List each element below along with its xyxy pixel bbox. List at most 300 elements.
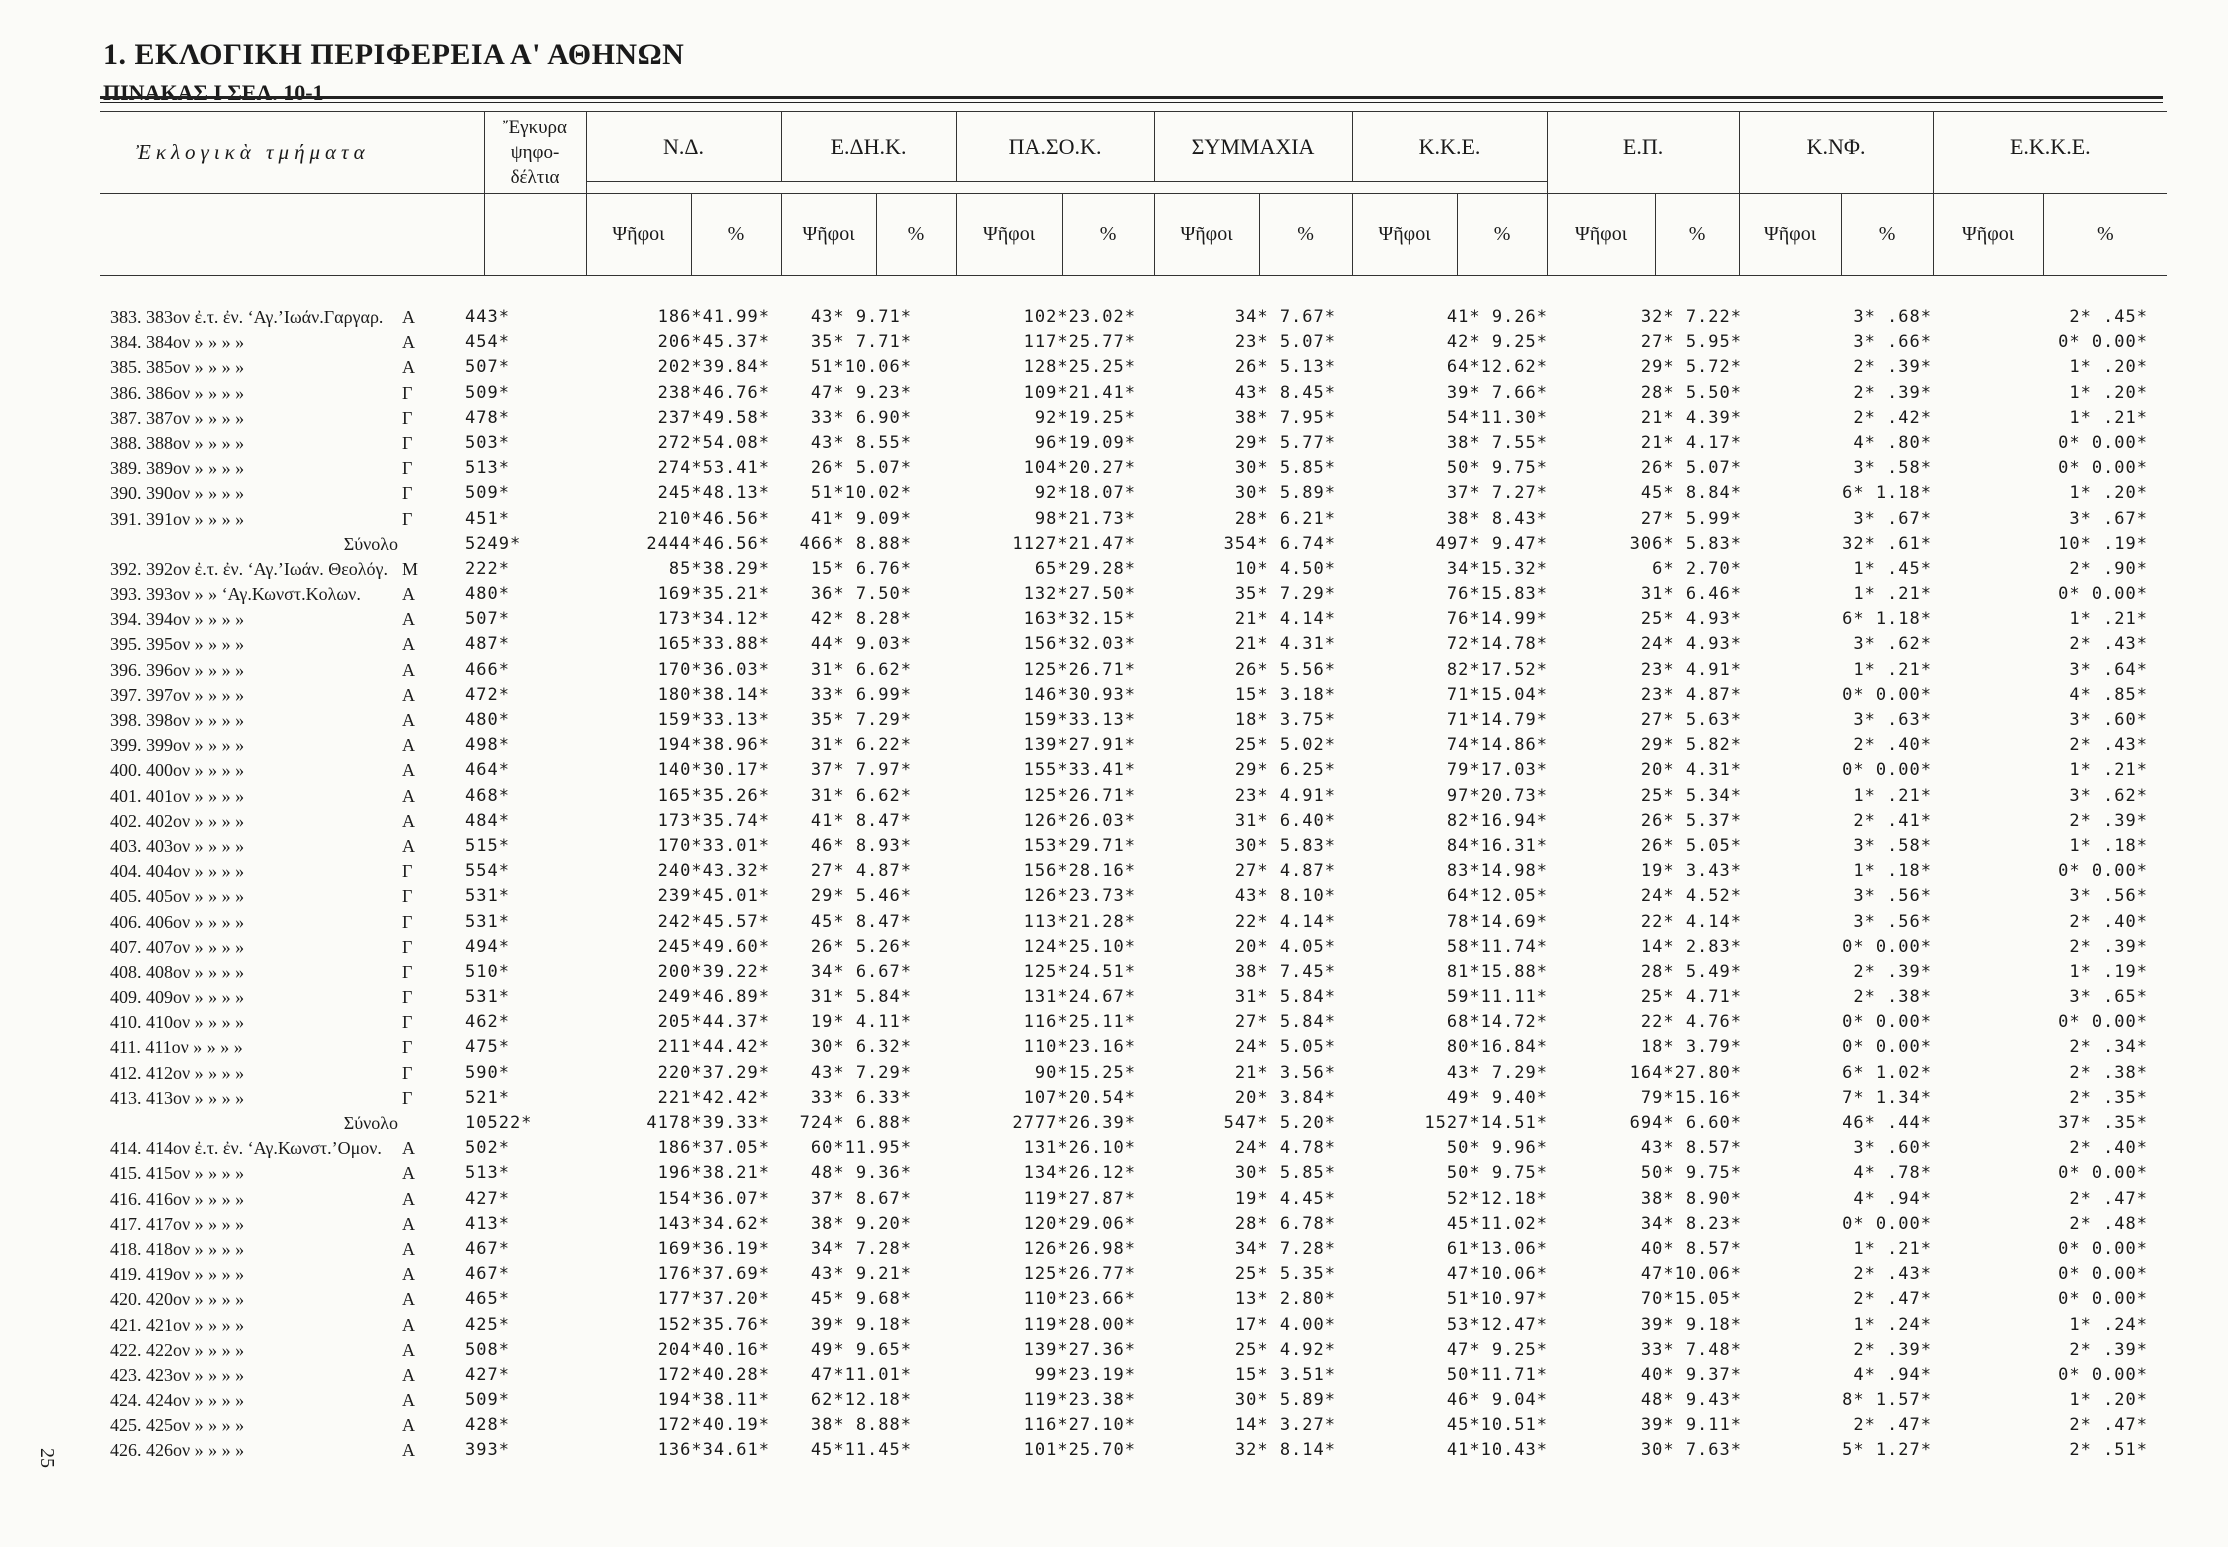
header-pct: % — [2043, 194, 2167, 276]
symmaxia-cell: 31* 6.40* — [1234, 810, 1336, 831]
knf-cell: 3* .60* — [1853, 1138, 1932, 1159]
table-row — [110, 507, 2170, 532]
pasok-cell: 120*29.06* — [1023, 1213, 1136, 1234]
section-name: 410. 410ον » » » » — [110, 1012, 245, 1033]
nd-cell: 239*45.01* — [657, 886, 770, 907]
header-party-edik: Ε.ΔΗ.Κ. — [781, 112, 956, 182]
header-party-nd: Ν.Δ. — [586, 112, 781, 182]
table-row — [110, 406, 2170, 431]
ep-cell: 26* 5.07* — [1640, 458, 1742, 479]
edik-cell: 37* 7.97* — [810, 760, 912, 781]
ep-cell: 26* 5.05* — [1640, 835, 1742, 856]
table-row — [110, 910, 2170, 935]
row-type-letter: Γ — [402, 458, 413, 479]
knf-cell: 2* .38* — [1853, 987, 1932, 1008]
row-type-letter: Α — [402, 735, 415, 756]
valid-ballots-cell: 507* — [465, 357, 510, 378]
ep-cell: 43* 8.57* — [1640, 1138, 1742, 1159]
symmaxia-cell: 28* 6.21* — [1234, 508, 1336, 529]
kke-cell: 41*10.43* — [1446, 1440, 1548, 1461]
kke-cell: 79*17.03* — [1446, 760, 1548, 781]
section-name: 394. 394ον » » » » — [110, 609, 245, 630]
pasok-cell: 128*25.25* — [1023, 357, 1136, 378]
nd-cell: 165*35.26* — [657, 785, 770, 806]
knf-cell: 2* .47* — [1853, 1289, 1932, 1310]
knf-cell: 3* .58* — [1853, 835, 1932, 856]
kke-cell: 72*14.78* — [1446, 634, 1548, 655]
ep-cell: 19* 3.43* — [1640, 861, 1742, 882]
ekke-cell: 3* .64* — [2069, 659, 2148, 680]
header-party-pasok: ΠΑ.ΣΟ.Κ. — [956, 112, 1154, 182]
nd-cell: 202*39.84* — [657, 357, 770, 378]
ekke-cell: 0* 0.00* — [2058, 584, 2148, 605]
kke-cell: 52*12.18* — [1446, 1188, 1548, 1209]
nd-cell: 4178*39.33* — [646, 1113, 770, 1133]
section-name: 416. 416ον » » » » — [110, 1188, 245, 1209]
symmaxia-cell: 19* 4.45* — [1234, 1188, 1336, 1209]
pasok-cell: 126*23.73* — [1023, 886, 1136, 907]
header-sections: Ἐκλογικὰ τμήματα — [100, 112, 484, 194]
ep-cell: 28* 5.50* — [1640, 382, 1742, 403]
row-type-letter: Α — [402, 1138, 415, 1159]
ekke-cell: 0* 0.00* — [2058, 432, 2148, 453]
row-type-letter: Α — [402, 307, 415, 327]
ep-cell: 40* 9.37* — [1640, 1364, 1742, 1385]
kke-cell: 97*20.73* — [1446, 785, 1548, 806]
pasok-cell: 139*27.91* — [1023, 735, 1136, 756]
ekke-cell: 2* .39* — [2069, 936, 2148, 957]
edik-cell: 62*12.18* — [810, 1390, 912, 1411]
symmaxia-cell: 27* 4.87* — [1234, 861, 1336, 882]
edik-cell: 35* 7.71* — [810, 332, 912, 353]
ep-cell: 25* 4.71* — [1640, 987, 1742, 1008]
results-table-body — [110, 305, 2170, 1464]
edik-cell: 45*11.45* — [810, 1440, 912, 1461]
kke-cell: 43* 7.29* — [1446, 1062, 1548, 1083]
valid-ballots-cell: 503* — [465, 432, 510, 453]
header-party-kke: Κ.Κ.Ε. — [1352, 112, 1547, 182]
ekke-cell: 0* 0.00* — [2058, 458, 2148, 479]
ep-cell: 164*27.80* — [1629, 1062, 1742, 1083]
ekke-cell: 2* .43* — [2069, 634, 2148, 655]
header-votes: Ψῆφοι — [1154, 194, 1259, 276]
nd-cell: 194*38.11* — [657, 1390, 770, 1411]
symmaxia-cell: 30* 5.85* — [1234, 458, 1336, 479]
table-row — [110, 1061, 2170, 1086]
ekke-cell: 2* .90* — [2069, 558, 2148, 579]
total-label: Σύνολο — [343, 533, 398, 554]
knf-cell: 1* .18* — [1853, 861, 1932, 882]
symmaxia-cell: 21* 4.14* — [1234, 609, 1336, 630]
valid-ballots-cell: 428* — [465, 1415, 510, 1436]
header-votes: Ψῆφοι — [1739, 194, 1841, 276]
knf-cell: 4* .80* — [1853, 432, 1932, 453]
ep-cell: 45* 8.84* — [1640, 483, 1742, 504]
ekke-cell: 3* .56* — [2069, 886, 2148, 907]
row-type-letter: Α — [402, 634, 415, 655]
symmaxia-cell: 29* 6.25* — [1234, 760, 1336, 781]
row-type-letter: Α — [402, 1339, 415, 1360]
ekke-cell: 37* .35* — [2058, 1113, 2148, 1133]
valid-ballots-cell: 467* — [465, 1264, 510, 1285]
ep-cell: 14* 2.83* — [1640, 936, 1742, 957]
symmaxia-cell: 30* 5.89* — [1234, 483, 1336, 504]
nd-cell: 170*36.03* — [657, 659, 770, 680]
nd-cell: 180*38.14* — [657, 684, 770, 705]
kke-cell: 82*17.52* — [1446, 659, 1548, 680]
section-name: 405. 405ον » » » » — [110, 886, 245, 907]
ep-cell: 38* 8.90* — [1640, 1188, 1742, 1209]
ep-cell: 70*15.05* — [1640, 1289, 1742, 1310]
kke-cell: 1527*14.51* — [1424, 1113, 1548, 1133]
section-name: 421. 421ον » » » » — [110, 1314, 245, 1335]
table-row — [110, 456, 2170, 481]
ep-cell: 21* 4.17* — [1640, 432, 1742, 453]
table-row — [110, 683, 2170, 708]
valid-ballots-cell: 451* — [465, 508, 510, 529]
pasok-cell: 119*23.38* — [1023, 1390, 1136, 1411]
ekke-cell: 2* .43* — [2069, 735, 2148, 756]
kke-cell: 83*14.98* — [1446, 861, 1548, 882]
ep-cell: 24* 4.52* — [1640, 886, 1742, 907]
kke-cell: 41* 9.26* — [1446, 307, 1548, 327]
table-row — [110, 1010, 2170, 1035]
table-row — [110, 1438, 2170, 1463]
edik-cell: 38* 8.88* — [810, 1415, 912, 1436]
nd-cell: 172*40.28* — [657, 1364, 770, 1385]
valid-ballots-cell: 467* — [465, 1238, 510, 1259]
table-row — [110, 733, 2170, 758]
symmaxia-cell: 27* 5.84* — [1234, 1012, 1336, 1033]
symmaxia-cell: 43* 8.45* — [1234, 382, 1336, 403]
pasok-cell: 107*20.54* — [1023, 1087, 1136, 1108]
knf-cell: 4* .78* — [1853, 1163, 1932, 1184]
pasok-cell: 1127*21.47* — [1012, 533, 1136, 554]
valid-ballots-cell: 475* — [465, 1037, 510, 1058]
symmaxia-cell: 30* 5.89* — [1234, 1390, 1336, 1411]
section-name: 393. 393ον » » ‘Αγ.Κωνστ.Κολων. — [110, 584, 361, 605]
section-name: 402. 402ον » » » » — [110, 810, 245, 831]
header-votes: Ψῆφοι — [1547, 194, 1655, 276]
knf-cell: 0* 0.00* — [1842, 684, 1932, 705]
kke-cell: 46* 9.04* — [1446, 1390, 1548, 1411]
row-type-letter: Α — [402, 1314, 415, 1335]
ep-cell: 29* 5.72* — [1640, 357, 1742, 378]
table-row — [110, 330, 2170, 355]
knf-cell: 1* .45* — [1853, 558, 1932, 579]
pasok-cell: 101*25.70* — [1023, 1440, 1136, 1461]
pasok-cell: 163*32.15* — [1023, 609, 1136, 630]
knf-cell: 3* .66* — [1853, 332, 1932, 353]
row-type-letter: Α — [402, 1364, 415, 1385]
ep-cell: 6* 2.70* — [1652, 558, 1742, 579]
kke-cell: 45*10.51* — [1446, 1415, 1548, 1436]
section-name: 422. 422ον » » » » — [110, 1339, 245, 1360]
header-party-symmaxia: ΣΥΜΜΑΧΙΑ — [1154, 112, 1352, 182]
kke-cell: 61*13.06* — [1446, 1238, 1548, 1259]
knf-cell: 0* 0.00* — [1842, 1037, 1932, 1058]
knf-cell: 1* .21* — [1853, 659, 1932, 680]
kke-cell: 82*16.94* — [1446, 810, 1548, 831]
knf-cell: 2* .43* — [1853, 1264, 1932, 1285]
ep-cell: 79*15.16* — [1640, 1087, 1742, 1108]
row-type-letter: Α — [402, 760, 415, 781]
section-name: 384. 384ον » » » » — [110, 332, 245, 353]
header-pct: % — [1841, 194, 1933, 276]
nd-cell: 237*49.58* — [657, 407, 770, 428]
edik-cell: 60*11.95* — [810, 1138, 912, 1159]
knf-cell: 2* .47* — [1853, 1415, 1932, 1436]
edik-cell: 34* 7.28* — [810, 1238, 912, 1259]
symmaxia-cell: 43* 8.10* — [1234, 886, 1336, 907]
ekke-cell: 0* 0.00* — [2058, 1012, 2148, 1033]
knf-cell: 3* .67* — [1853, 508, 1932, 529]
nd-cell: 186*37.05* — [657, 1138, 770, 1159]
header-party-ep: Ε.Π. — [1547, 112, 1739, 194]
knf-cell: 2* .39* — [1853, 382, 1932, 403]
pasok-cell: 110*23.66* — [1023, 1289, 1136, 1310]
nd-cell: 169*36.19* — [657, 1238, 770, 1259]
valid-ballots-cell: 531* — [465, 987, 510, 1008]
ekke-cell: 0* 0.00* — [2058, 1289, 2148, 1310]
row-type-letter: Γ — [402, 961, 413, 982]
header-pct: % — [1259, 194, 1352, 276]
table-row — [110, 708, 2170, 733]
kke-cell: 51*10.97* — [1446, 1289, 1548, 1310]
kke-cell: 34*15.32* — [1446, 558, 1548, 579]
edik-cell: 47*11.01* — [810, 1364, 912, 1385]
top-rule — [100, 96, 2163, 99]
nd-cell: 186*41.99* — [657, 307, 770, 327]
table-row — [110, 632, 2170, 657]
pasok-cell: 104*20.27* — [1023, 458, 1136, 479]
edik-cell: 44* 9.03* — [810, 634, 912, 655]
table-row — [110, 1388, 2170, 1413]
section-name: 417. 417ον » » » » — [110, 1213, 245, 1234]
section-name: 387. 387ον » » » » — [110, 407, 245, 428]
knf-cell: 1* .21* — [1853, 1238, 1932, 1259]
valid-ballots-cell: 513* — [465, 1163, 510, 1184]
pasok-cell: 134*26.12* — [1023, 1163, 1136, 1184]
kke-cell: 39* 7.66* — [1446, 382, 1548, 403]
valid-ballots-cell: 502* — [465, 1138, 510, 1159]
row-type-letter — [402, 1111, 438, 1136]
knf-cell: 5* 1.27* — [1842, 1440, 1932, 1461]
ep-cell: 18* 3.79* — [1640, 1037, 1742, 1058]
ekke-cell: 1* .21* — [2069, 609, 2148, 630]
valid-ballots-cell: 427* — [465, 1188, 510, 1209]
kke-cell: 45*11.02* — [1446, 1213, 1548, 1234]
symmaxia-cell: 26* 5.13* — [1234, 357, 1336, 378]
symmaxia-cell: 18* 3.75* — [1234, 710, 1336, 730]
knf-cell: 2* .41* — [1853, 810, 1932, 831]
symmaxia-cell: 22* 4.14* — [1234, 911, 1336, 932]
section-name: 401. 401ον » » » » — [110, 785, 245, 806]
ep-cell: 20* 4.31* — [1640, 760, 1742, 781]
nd-cell: 274*53.41* — [657, 458, 770, 479]
table-row — [110, 658, 2170, 683]
symmaxia-cell: 28* 6.78* — [1234, 1213, 1336, 1234]
symmaxia-cell: 35* 7.29* — [1234, 584, 1336, 605]
section-name: 408. 408ον » » » » — [110, 961, 245, 982]
table-row — [110, 431, 2170, 456]
nd-cell: 272*54.08* — [657, 432, 770, 453]
nd-cell: 240*43.32* — [657, 861, 770, 882]
edik-cell: 30* 6.32* — [810, 1037, 912, 1058]
nd-cell: 245*48.13* — [657, 483, 770, 504]
pasok-cell: 92*19.25* — [1034, 407, 1136, 428]
ep-cell: 29* 5.82* — [1640, 735, 1742, 756]
table-row — [110, 809, 2170, 834]
ep-cell: 25* 4.93* — [1640, 609, 1742, 630]
valid-ballots-cell: 509* — [465, 1390, 510, 1411]
pasok-cell: 125*26.77* — [1023, 1264, 1136, 1285]
table-row — [110, 305, 2170, 330]
pasok-cell: 146*30.93* — [1023, 684, 1136, 705]
table-row — [110, 1413, 2170, 1438]
nd-cell: 206*45.37* — [657, 332, 770, 353]
row-type-letter: Γ — [402, 1087, 413, 1108]
row-type-letter: Α — [402, 1188, 415, 1209]
section-name: 409. 409ον » » » » — [110, 987, 245, 1008]
symmaxia-cell: 547* 5.20* — [1223, 1113, 1336, 1133]
valid-ballots-cell: 531* — [465, 911, 510, 932]
valid-ballots-cell: 5249* — [465, 533, 522, 554]
ekke-cell: 3* .67* — [2069, 508, 2148, 529]
pasok-cell: 153*29.71* — [1023, 835, 1136, 856]
knf-cell: 3* .58* — [1853, 458, 1932, 479]
knf-cell: 3* .63* — [1853, 710, 1932, 730]
knf-cell: 7* 1.34* — [1842, 1087, 1932, 1108]
pasok-cell: 96*19.09* — [1034, 432, 1136, 453]
section-name: 418. 418ον » » » » — [110, 1238, 245, 1259]
row-type-letter: Α — [402, 584, 415, 605]
row-type-letter: Γ — [402, 886, 413, 907]
kke-cell: 53*12.47* — [1446, 1314, 1548, 1335]
kke-cell: 50* 9.75* — [1446, 458, 1548, 479]
kke-cell: 78*14.69* — [1446, 911, 1548, 932]
header-votes: Ψῆφοι — [586, 194, 691, 276]
pasok-cell: 110*23.16* — [1023, 1037, 1136, 1058]
symmaxia-cell: 26* 5.56* — [1234, 659, 1336, 680]
pasok-cell: 92*18.07* — [1034, 483, 1136, 504]
row-type-letter: Γ — [402, 508, 413, 529]
nd-cell: 85*38.29* — [668, 558, 770, 579]
pasok-cell: 102*23.02* — [1023, 307, 1136, 327]
kke-cell: 59*11.11* — [1446, 987, 1548, 1008]
ep-cell: 27* 5.63* — [1640, 710, 1742, 730]
section-name: 385. 385ον » » » » — [110, 357, 245, 378]
symmaxia-cell: 24* 4.78* — [1234, 1138, 1336, 1159]
symmaxia-cell: 38* 7.95* — [1234, 407, 1336, 428]
kke-cell: 71*15.04* — [1446, 684, 1548, 705]
ep-cell: 23* 4.87* — [1640, 684, 1742, 705]
symmaxia-cell: 21* 4.31* — [1234, 634, 1336, 655]
ep-cell: 30* 7.63* — [1640, 1440, 1742, 1461]
row-type-letter: Γ — [402, 483, 413, 504]
table-row — [110, 859, 2170, 884]
symmaxia-cell: 25* 5.02* — [1234, 735, 1336, 756]
edik-cell: 31* 6.22* — [810, 735, 912, 756]
valid-ballots-cell: 484* — [465, 810, 510, 831]
section-name: 413. 413ον » » » » — [110, 1087, 245, 1108]
table-row — [110, 1161, 2170, 1186]
pasok-cell: 113*21.28* — [1023, 911, 1136, 932]
section-name: 407. 407ον » » » » — [110, 936, 245, 957]
section-name: 391. 391ον » » » » — [110, 508, 245, 529]
nd-cell: 242*45.57* — [657, 911, 770, 932]
row-type-letter: Α — [402, 1440, 415, 1461]
pasok-cell: 132*27.50* — [1023, 584, 1136, 605]
header-votes: Ψῆφοι — [781, 194, 876, 276]
row-type-letter: Γ — [402, 861, 413, 882]
table-row — [110, 1086, 2170, 1111]
nd-cell: 143*34.62* — [657, 1213, 770, 1234]
valid-ballots-cell: 507* — [465, 609, 510, 630]
section-name: 399. 399ον » » » » — [110, 735, 245, 756]
table-row — [110, 1035, 2170, 1060]
nd-cell: 177*37.20* — [657, 1289, 770, 1310]
nd-cell: 196*38.21* — [657, 1163, 770, 1184]
kke-cell: 47* 9.25* — [1446, 1339, 1548, 1360]
header-pct: % — [1457, 194, 1547, 276]
pasok-cell: 124*25.10* — [1023, 936, 1136, 957]
row-type-letter: Α — [402, 1238, 415, 1259]
ekke-cell: 1* .20* — [2069, 1390, 2148, 1411]
nd-cell: 165*33.88* — [657, 634, 770, 655]
pasok-cell: 156*32.03* — [1023, 634, 1136, 655]
edik-cell: 27* 4.87* — [810, 861, 912, 882]
ekke-cell: 2* .38* — [2069, 1062, 2148, 1083]
kke-cell: 38* 7.55* — [1446, 432, 1548, 453]
kke-cell: 64*12.62* — [1446, 357, 1548, 378]
kke-cell: 47*10.06* — [1446, 1264, 1548, 1285]
ekke-cell: 10* .19* — [2058, 533, 2148, 554]
ep-cell: 31* 6.46* — [1640, 584, 1742, 605]
edik-cell: 466* 8.88* — [799, 533, 912, 554]
ekke-cell: 3* .62* — [2069, 785, 2148, 806]
ekke-cell: 1* .24* — [2069, 1314, 2148, 1335]
pasok-cell: 65*29.28* — [1034, 558, 1136, 579]
symmaxia-cell: 14* 3.27* — [1234, 1415, 1336, 1436]
knf-cell: 3* .56* — [1853, 886, 1932, 907]
pasok-cell: 159*33.13* — [1023, 710, 1136, 730]
valid-ballots-cell: 498* — [465, 735, 510, 756]
knf-cell: 3* .56* — [1853, 911, 1932, 932]
edik-cell: 31* 6.62* — [810, 659, 912, 680]
ep-cell: 34* 8.23* — [1640, 1213, 1742, 1234]
total-row — [110, 1111, 2170, 1136]
knf-cell: 2* .39* — [1853, 961, 1932, 982]
section-name: 412. 412ον » » » » — [110, 1062, 245, 1083]
total-label: Σύνολο — [343, 1113, 398, 1133]
symmaxia-cell: 15* 3.18* — [1234, 684, 1336, 705]
kke-cell: 74*14.86* — [1446, 735, 1548, 756]
kke-cell: 497* 9.47* — [1435, 533, 1548, 554]
edik-cell: 43* 8.55* — [810, 432, 912, 453]
section-name: 390. 390ον » » » » — [110, 483, 245, 504]
symmaxia-cell: 24* 5.05* — [1234, 1037, 1336, 1058]
page-number: 25 — [36, 1448, 58, 1468]
row-type-letter: Α — [402, 835, 415, 856]
section-name: 411. 411ον » » » » — [110, 1037, 243, 1058]
table-row — [110, 1313, 2170, 1338]
ep-cell: 24* 4.93* — [1640, 634, 1742, 655]
section-name: 404. 404ον » » » » — [110, 861, 245, 882]
header-pct: % — [691, 194, 781, 276]
row-type-letter: Α — [402, 785, 415, 806]
nd-cell: 200*39.22* — [657, 961, 770, 982]
